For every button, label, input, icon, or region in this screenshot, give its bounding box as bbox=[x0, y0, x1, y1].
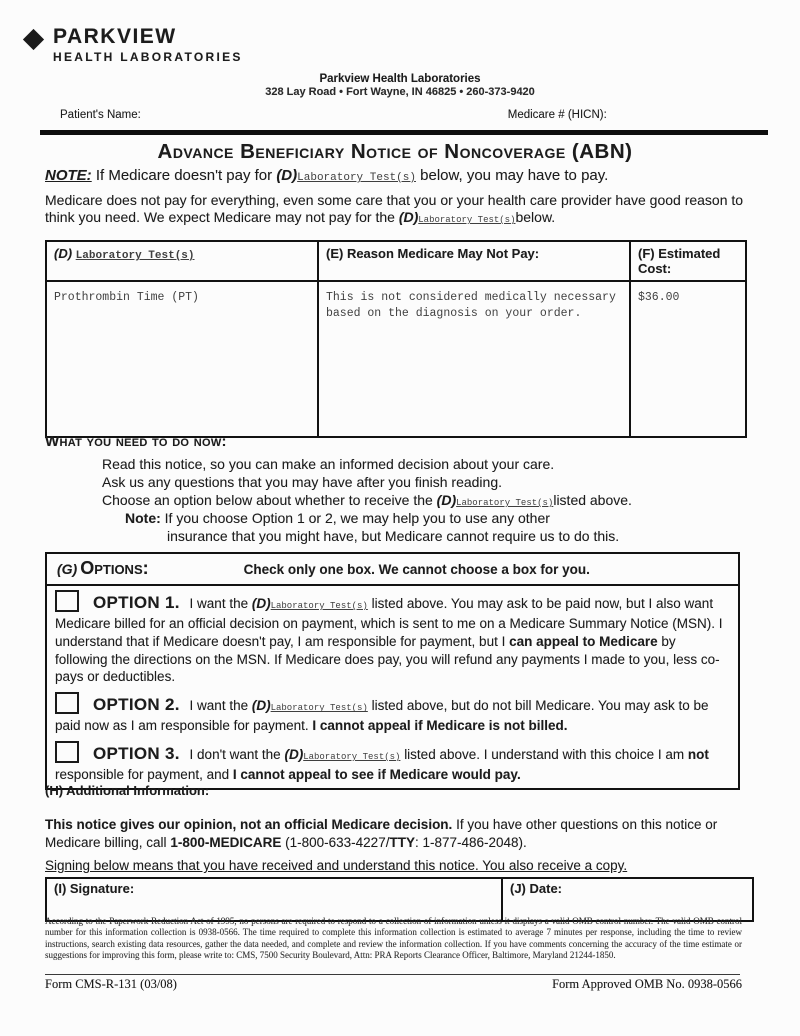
note-text-after: below, you may have to pay. bbox=[420, 167, 609, 184]
patient-row bbox=[60, 106, 730, 121]
footer-divider bbox=[45, 974, 740, 975]
additional-information-label: (H) Additional Information: bbox=[45, 783, 210, 798]
action-line-choose bbox=[102, 492, 745, 510]
d-value: Laboratory Test(s) bbox=[270, 601, 368, 611]
intro-text-before: Medicare does not pay for everything, even some care that you or your health care provider have good reason to think you need. We expect Medicare may not pay for the bbox=[45, 192, 744, 226]
d-label: (D) bbox=[398, 209, 419, 226]
parkview-logo bbox=[22, 26, 243, 63]
action-note-text: If you choose Option 1 or 2, we may help you to use any other bbox=[164, 509, 550, 526]
d-value: Laboratory Test(s) bbox=[270, 703, 368, 714]
signature-cell bbox=[46, 878, 502, 921]
action-line-read: Read this notice, so you can make an informed decision about your care. bbox=[102, 456, 555, 473]
option-3-text: responsible for payment, and bbox=[55, 766, 230, 782]
column-header-tests bbox=[46, 241, 318, 281]
option-3-bold-text: I cannot appeal to see if Medicare would pay. bbox=[232, 766, 521, 782]
options-box bbox=[45, 552, 740, 790]
intro-paragraph bbox=[45, 192, 745, 226]
d-label: (D) bbox=[284, 746, 304, 762]
title-block bbox=[45, 140, 745, 226]
note-label: NOTE: bbox=[45, 167, 92, 184]
option-3-row bbox=[47, 737, 738, 788]
d-label: (D) bbox=[436, 492, 457, 508]
opinion-bold-text: This notice gives our opinion, not an official Medicare decision. bbox=[45, 817, 453, 832]
intro-text-after: below. bbox=[515, 209, 556, 226]
option-3-bold-text: not bbox=[687, 746, 709, 762]
date-field[interactable] bbox=[510, 896, 745, 906]
option-2-text: I want the bbox=[189, 698, 249, 714]
option-1-text: by following the directions on the MSN. If Medicare does pay, you will refund any payments I made to you, less co-pays or deductibles. bbox=[55, 633, 720, 685]
d-label: (D) bbox=[276, 167, 298, 184]
action-note-line2: insurance that you might have, but Medicare cannot require us to do this. bbox=[167, 527, 620, 544]
test-name-cell: Prothrombin Time (PT) bbox=[46, 281, 318, 437]
signature-row bbox=[46, 878, 753, 921]
option-3-checkbox[interactable] bbox=[55, 741, 79, 763]
signature-label: (I) Signature: bbox=[54, 881, 135, 896]
options-header bbox=[47, 554, 738, 586]
options-title: Options: bbox=[80, 558, 149, 578]
form-number: Form CMS-R-131 (03/08) bbox=[45, 977, 177, 991]
patient-name-field[interactable] bbox=[144, 106, 264, 118]
table-row bbox=[46, 281, 746, 437]
facility-address: 328 Lay Road • Fort Wayne, IN 46825 • 260-373-9420 bbox=[265, 86, 535, 99]
d-value: Laboratory Test(s) bbox=[303, 751, 401, 762]
what-you-need-section bbox=[45, 432, 745, 546]
option-1-checkbox[interactable] bbox=[55, 590, 79, 612]
paperwork-reduction-act-notice: According to the Paperwork Reduction Act of 1995, no persons are required to respond to a collection of information unless it displays a valid OMB control number. The valid OMB control number for this information collection is 0938-0566. The time required to complete this information collection is estimated to average 7 minutes per response, including the time to review instructions, search existing data resources, gather the data needed, and complete and review the information collection. If you have comments concerning the accuracy of the time estimate or suggestions for improving this form, please write to: CMS, 7500 Security Boulevard, Attn: PRA Reports Clearance Officer, Baltimore, Maryland 21244-1850. bbox=[45, 916, 742, 960]
logo-line1: PARKVIEW bbox=[53, 25, 177, 48]
d-value: Laboratory Test(s) bbox=[297, 172, 416, 184]
opinion-text: If you have other questions on this notice or Medicare billing, call bbox=[45, 817, 718, 851]
option-1-bold-text: can appeal to Medicare bbox=[509, 633, 658, 649]
signing-statement: Signing below means that you have received and understand this notice. You also receive a copy. bbox=[45, 858, 628, 873]
choose-text-before: Choose an option below about whether to receive the bbox=[102, 492, 433, 508]
action-note-label: Note: bbox=[125, 509, 161, 526]
note-text-before: If Medicare doesn't pay for bbox=[95, 167, 273, 184]
g-label: (G) bbox=[57, 561, 78, 577]
patient-name-label: Patient's Name: bbox=[60, 109, 141, 121]
header-divider bbox=[40, 130, 768, 135]
d-label: (D) bbox=[251, 596, 271, 611]
options-instruction: Check only one box. We cannot choose a box for you. bbox=[243, 562, 590, 577]
option-2-text: listed above, but do not bill Medicare. You may ask to be paid now as I am responsible for payment. bbox=[55, 698, 709, 734]
d-value: Laboratory Test(s) bbox=[75, 250, 195, 262]
option-3-text: I don't want the bbox=[189, 746, 281, 762]
column-header-reason: (E) Reason Medicare May Not Pay: bbox=[318, 241, 630, 281]
option-2-row bbox=[47, 688, 738, 737]
option-1-row bbox=[47, 586, 738, 688]
d-value: Laboratory Test(s) bbox=[456, 498, 554, 508]
facility-name: Parkview Health Laboratories bbox=[319, 73, 481, 85]
facility-block bbox=[0, 72, 800, 100]
option-1-label: OPTION 1. bbox=[93, 593, 180, 612]
option-2-label: OPTION 2. bbox=[93, 695, 180, 715]
diamond-logo-icon bbox=[23, 29, 44, 50]
omb-approval: Form Approved OMB No. 0938-0566 bbox=[552, 977, 742, 991]
option-3-text: listed above. I understand with this choice I am bbox=[404, 746, 685, 762]
note-line bbox=[45, 167, 745, 184]
noncoverage-items-table bbox=[45, 240, 747, 438]
d-label: (D) bbox=[54, 246, 73, 261]
opinion-paragraph bbox=[45, 816, 745, 852]
option-1-text: listed above. You may ask to be paid now, but I also want Medicare billed for an official decision on payment, which is sent to me on a Medicare Summary Notice (MSN). I understand that if Medicare doesn't pay, I am responsible for payment, but I bbox=[55, 596, 723, 649]
action-note-line1 bbox=[125, 510, 745, 528]
cost-cell: $36.00 bbox=[630, 281, 746, 437]
date-cell bbox=[502, 878, 753, 921]
medicare-number-field[interactable] bbox=[610, 106, 730, 118]
medicare-number-label: Medicare # (HICN): bbox=[507, 109, 607, 121]
d-value: Laboratory Test(s) bbox=[418, 215, 516, 226]
medicare-phone: 1-800-MEDICARE bbox=[170, 835, 282, 851]
what-you-need-heading: What you need to do now: bbox=[45, 433, 227, 450]
table-header-row bbox=[46, 241, 746, 281]
page-title: Advance Beneficiary Notice of Noncoverage (ABN) bbox=[157, 140, 633, 163]
date-label: (J) Date: bbox=[510, 881, 563, 896]
d-label: (D) bbox=[251, 698, 271, 714]
opinion-text: (1-800-633-4227/ bbox=[285, 835, 390, 851]
choose-text-after: listed above. bbox=[553, 492, 632, 508]
option-2-bold-text: I cannot appeal if Medicare is not billed. bbox=[312, 718, 568, 734]
logo-line2: HEALTH LABORATORIES bbox=[53, 50, 243, 64]
logo-text bbox=[53, 26, 243, 63]
action-line-ask: Ask us any questions that you may have after you finish reading. bbox=[102, 474, 503, 491]
column-header-cost: (F) Estimated Cost: bbox=[630, 241, 746, 281]
reason-cell: This is not considered medically necessary based on the diagnosis on your order. bbox=[318, 281, 630, 437]
tty-label: TTY bbox=[389, 835, 415, 851]
signature-field[interactable] bbox=[54, 896, 494, 906]
page-footer bbox=[45, 977, 742, 992]
option-3-label: OPTION 3. bbox=[93, 743, 180, 763]
option-1-text: I want the bbox=[189, 596, 249, 611]
option-2-checkbox[interactable] bbox=[55, 692, 79, 714]
opinion-text: : 1-877-486-2048). bbox=[414, 835, 527, 851]
